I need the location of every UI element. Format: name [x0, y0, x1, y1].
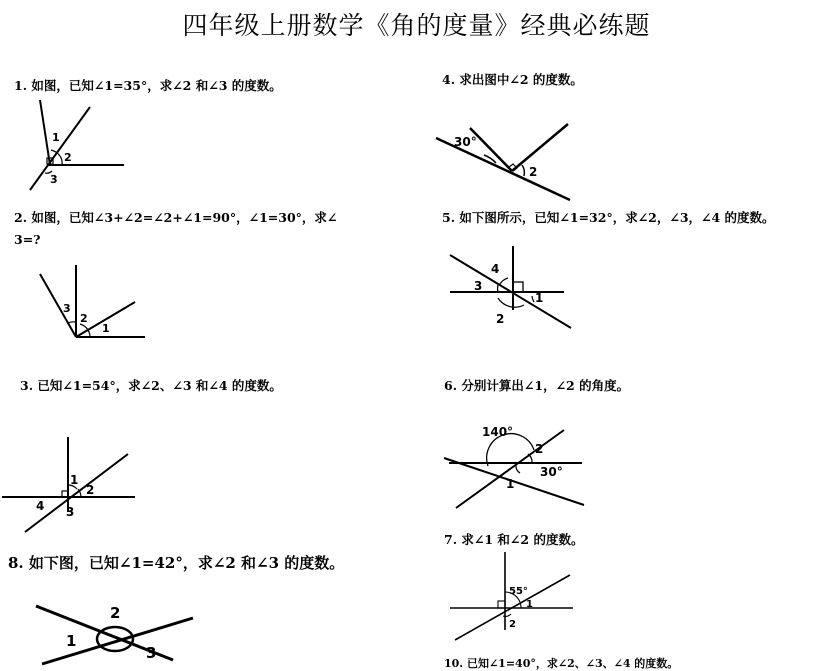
figure-3-label-4: 4	[36, 499, 45, 513]
figure-3	[0, 432, 145, 537]
figure-8-label-2: 2	[110, 604, 121, 622]
figure-6-label-2: 2	[535, 442, 544, 456]
figure-4-label-2: 2	[529, 165, 538, 179]
figure-2-label-3: 3	[63, 302, 71, 315]
figure-2-label-1: 1	[102, 322, 110, 335]
figure-4-label-30: 30°	[454, 135, 477, 149]
figure-1	[20, 95, 135, 195]
figure-2-label-2: 2	[80, 312, 88, 325]
figure-5-label-2: 2	[496, 312, 505, 326]
figure-6-label-30: 30°	[540, 465, 563, 479]
figure-3-label-1: 1	[70, 473, 79, 487]
question-10: 10. 已知∠1=40°，求∠2、∠3、∠4 的度数。	[444, 657, 679, 670]
figure-8-label-1: 1	[66, 632, 77, 650]
question-4: 4. 求出图中∠2 的度数。	[442, 72, 583, 87]
question-2-line-2: 3=?	[14, 232, 41, 247]
figure-5-label-4: 4	[491, 262, 500, 276]
page-title: 四年级上册数学《角的度量》经典必练题	[182, 11, 651, 40]
question-6: 6. 分别计算出∠1，∠2 的角度。	[444, 378, 630, 393]
figure-3-label-3: 3	[66, 505, 75, 519]
figure-5-label-1: 1	[535, 291, 544, 305]
figure-1-label-3: 3	[50, 173, 58, 186]
figure-6-label-140: 140°	[482, 425, 514, 439]
figure-1-label-1: 1	[52, 131, 60, 144]
figure-7	[445, 550, 577, 642]
question-7: 7. 求∠1 和∠2 的度数。	[444, 532, 584, 547]
figure-4	[432, 118, 582, 206]
figure-7-label-55: 55°	[509, 586, 528, 597]
figure-6	[444, 420, 589, 512]
question-8: 8. 如下图，已知∠1=42°，求∠2 和∠3 的度数。	[8, 554, 345, 572]
figure-8-label-3: 3	[146, 644, 157, 662]
question-1: 1. 如图，已知∠1=35°，求∠2 和∠3 的度数。	[14, 78, 282, 93]
figure-5	[446, 240, 576, 332]
figure-5-label-3: 3	[474, 279, 483, 293]
question-3: 3. 已知∠1=54°，求∠2、∠3 和∠4 的度数。	[20, 378, 282, 393]
figure-2	[30, 262, 150, 344]
figure-7-label-1: 1	[526, 599, 533, 610]
figure-1-label-2: 2	[64, 151, 72, 164]
figure-6-label-1: 1	[506, 477, 515, 491]
figure-8	[28, 598, 198, 664]
figure-3-label-2: 2	[86, 483, 95, 497]
question-2-line-1: 2. 如图，已知∠3+∠2=∠2+∠1=90°，∠1=30°，求∠	[14, 210, 338, 225]
question-5: 5. 如下图所示，已知∠1=32°，求∠2，∠3，∠4 的度数。	[442, 210, 775, 225]
figure-7-label-2: 2	[509, 619, 516, 630]
